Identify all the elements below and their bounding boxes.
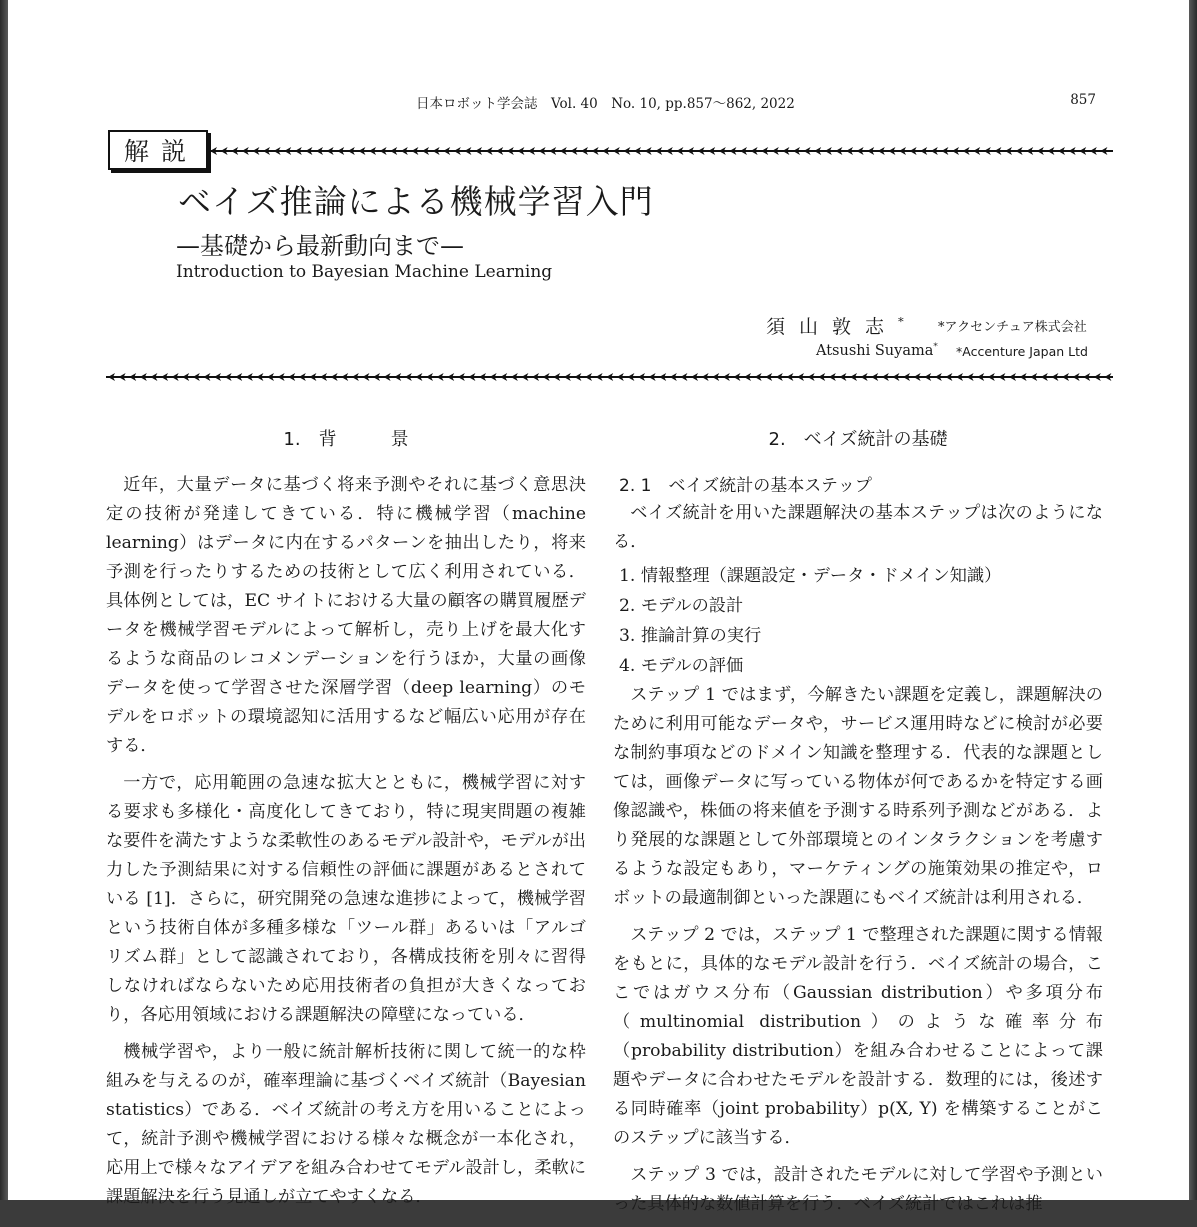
body-paragraph: 機械学習や，より一般に統計解析技術に関して統一的な枠組みを与えるのが，確率理論に基づくベイズ統計（Bayesian statistics）である．ベイズ統計の考え方を用いることによって，統計予測や機械学習における様々な概念が一本化され，応用上で様々なアイデアを組み合わせてモデル設計し，柔軟に課題解決を行う見通しが立てやすくなる． [106,1042,586,1207]
list-item: 2. モデルの設計 [619,596,744,616]
left-column [106,425,586,1220]
running-head: 日本ロボット学会誌 Vol. 40 No. 10, pp.857～862, 2022 [416,96,795,112]
body-paragraph: ベイズ統計を用いた課題解決の基本ステップは次のようになる． [613,503,1103,552]
section-heading: 2. ベイズ統計の基礎 [768,429,948,450]
viewer-edge-right [1189,0,1197,1200]
section-heading: 1. 背 景 [283,429,409,450]
paper-page [8,0,1189,1214]
body-paragraph: ステップ 2 では，ステップ 1 で整理された課題に関する情報をもとに，具体的なモデル設計を行う．ベイズ統計の場合，ここではガウス分布（Gaussian distribution）や多項分布（multinomial distribution）のような確率分布（probability distribution）を組み合わせることによって課題やデータに合わせたモデルを設計する．数理的には，後述する同時確率（joint probability）p(X, Y) を構築することがこのステップに該当する． [613,925,1103,1148]
body-paragraph: 近年，大量データに基づく将来予測やそれに基づく意思決定の技術が発達してきている．特に機械学習（machine learning）はデータに内在するパターンを抽出したり，将来予測を行ったりするための技術として広く利用されている．具体例としては，EC サイトにおける大量の顧客の購買履歴データを機械学習モデルによって解析し，売り上げを最大化するような商品のレコメンデーションを行うほか，大量の画像データを使って学習させた深層学習（deep learning）のモデルをロボットの環境認知に活用するなど幅広い応用が存在する． [106,475,586,756]
affiliation-ja: *アクセンチュア株式会社 [938,320,1087,335]
english-title: Introduction to Bayesian Machine Learning [176,262,553,282]
author-name-en: Atsushi Suyama* [816,342,938,359]
footer-ornament-rule [106,371,1113,383]
right-column [613,425,1103,1227]
author-name-ja: 須山敦志* [766,314,918,338]
subsection-heading: 2. 1 ベイズ統計の基本ステップ [619,476,872,496]
step-list [613,561,1103,681]
body-paragraph: 一方で，応用範囲の急速な拡大とともに，機械学習に対する要求も多様化・高度化してきており，特に現実問題の複雑な要件を満たすような柔軟性のあるモデル設計や，モデルが出力した予測結果に対する信頼性の評価に課題があるとされている [1]．さらに，研究開発の急速な進捗によって，機械学習という技術自体が多種多様な「ツール群」あるいは「アルゴリズム群」として認識されており，各構成技術を別々に習得しなければならないため応用技術者の負担が大きくなっており，各応用領域における課題解決の障壁になっている． [106,773,586,1025]
body-paragraph: ステップ 1 ではまず，今解きたい課題を定義し，課題解決のために利用可能なデータや，サービス運用時などに検討が必要な制約事項などのドメイン知識を整理する．代表的な課題としては，画像データに写っている物体が何であるかを特定する画像認識や，株価の将来値を予測する時系列予測などがある．より発展的な課題として外部環境とのインタラクションを考慮するような設定もあり，マーケティングの施策効果の推定や，ロボットの最適制御といった課題にもベイズ統計は利用される． [613,685,1103,908]
list-item: 1. 情報整理（課題設定・データ・ドメイン知識） [619,566,1002,586]
header-ornament-rule [208,145,1113,157]
article-category-box: 解説 [108,130,208,170]
page-number: 857 [1070,92,1096,108]
list-item: 4. モデルの評価 [619,656,744,676]
affiliation-en: *Accenture Japan Ltd [956,344,1088,359]
list-item: 3. 推論計算の実行 [619,626,762,646]
article-title: ベイズ推論による機械学習入門 [178,182,654,221]
viewer-edge-left [0,0,8,1200]
article-subtitle: —基礎から最新動向まで— [176,232,464,260]
body-paragraph: ステップ 3 では，設計されたモデルに対して学習や予測といった具体的な数値計算を行う．ベイズ統計ではこれは推 [613,1165,1103,1214]
